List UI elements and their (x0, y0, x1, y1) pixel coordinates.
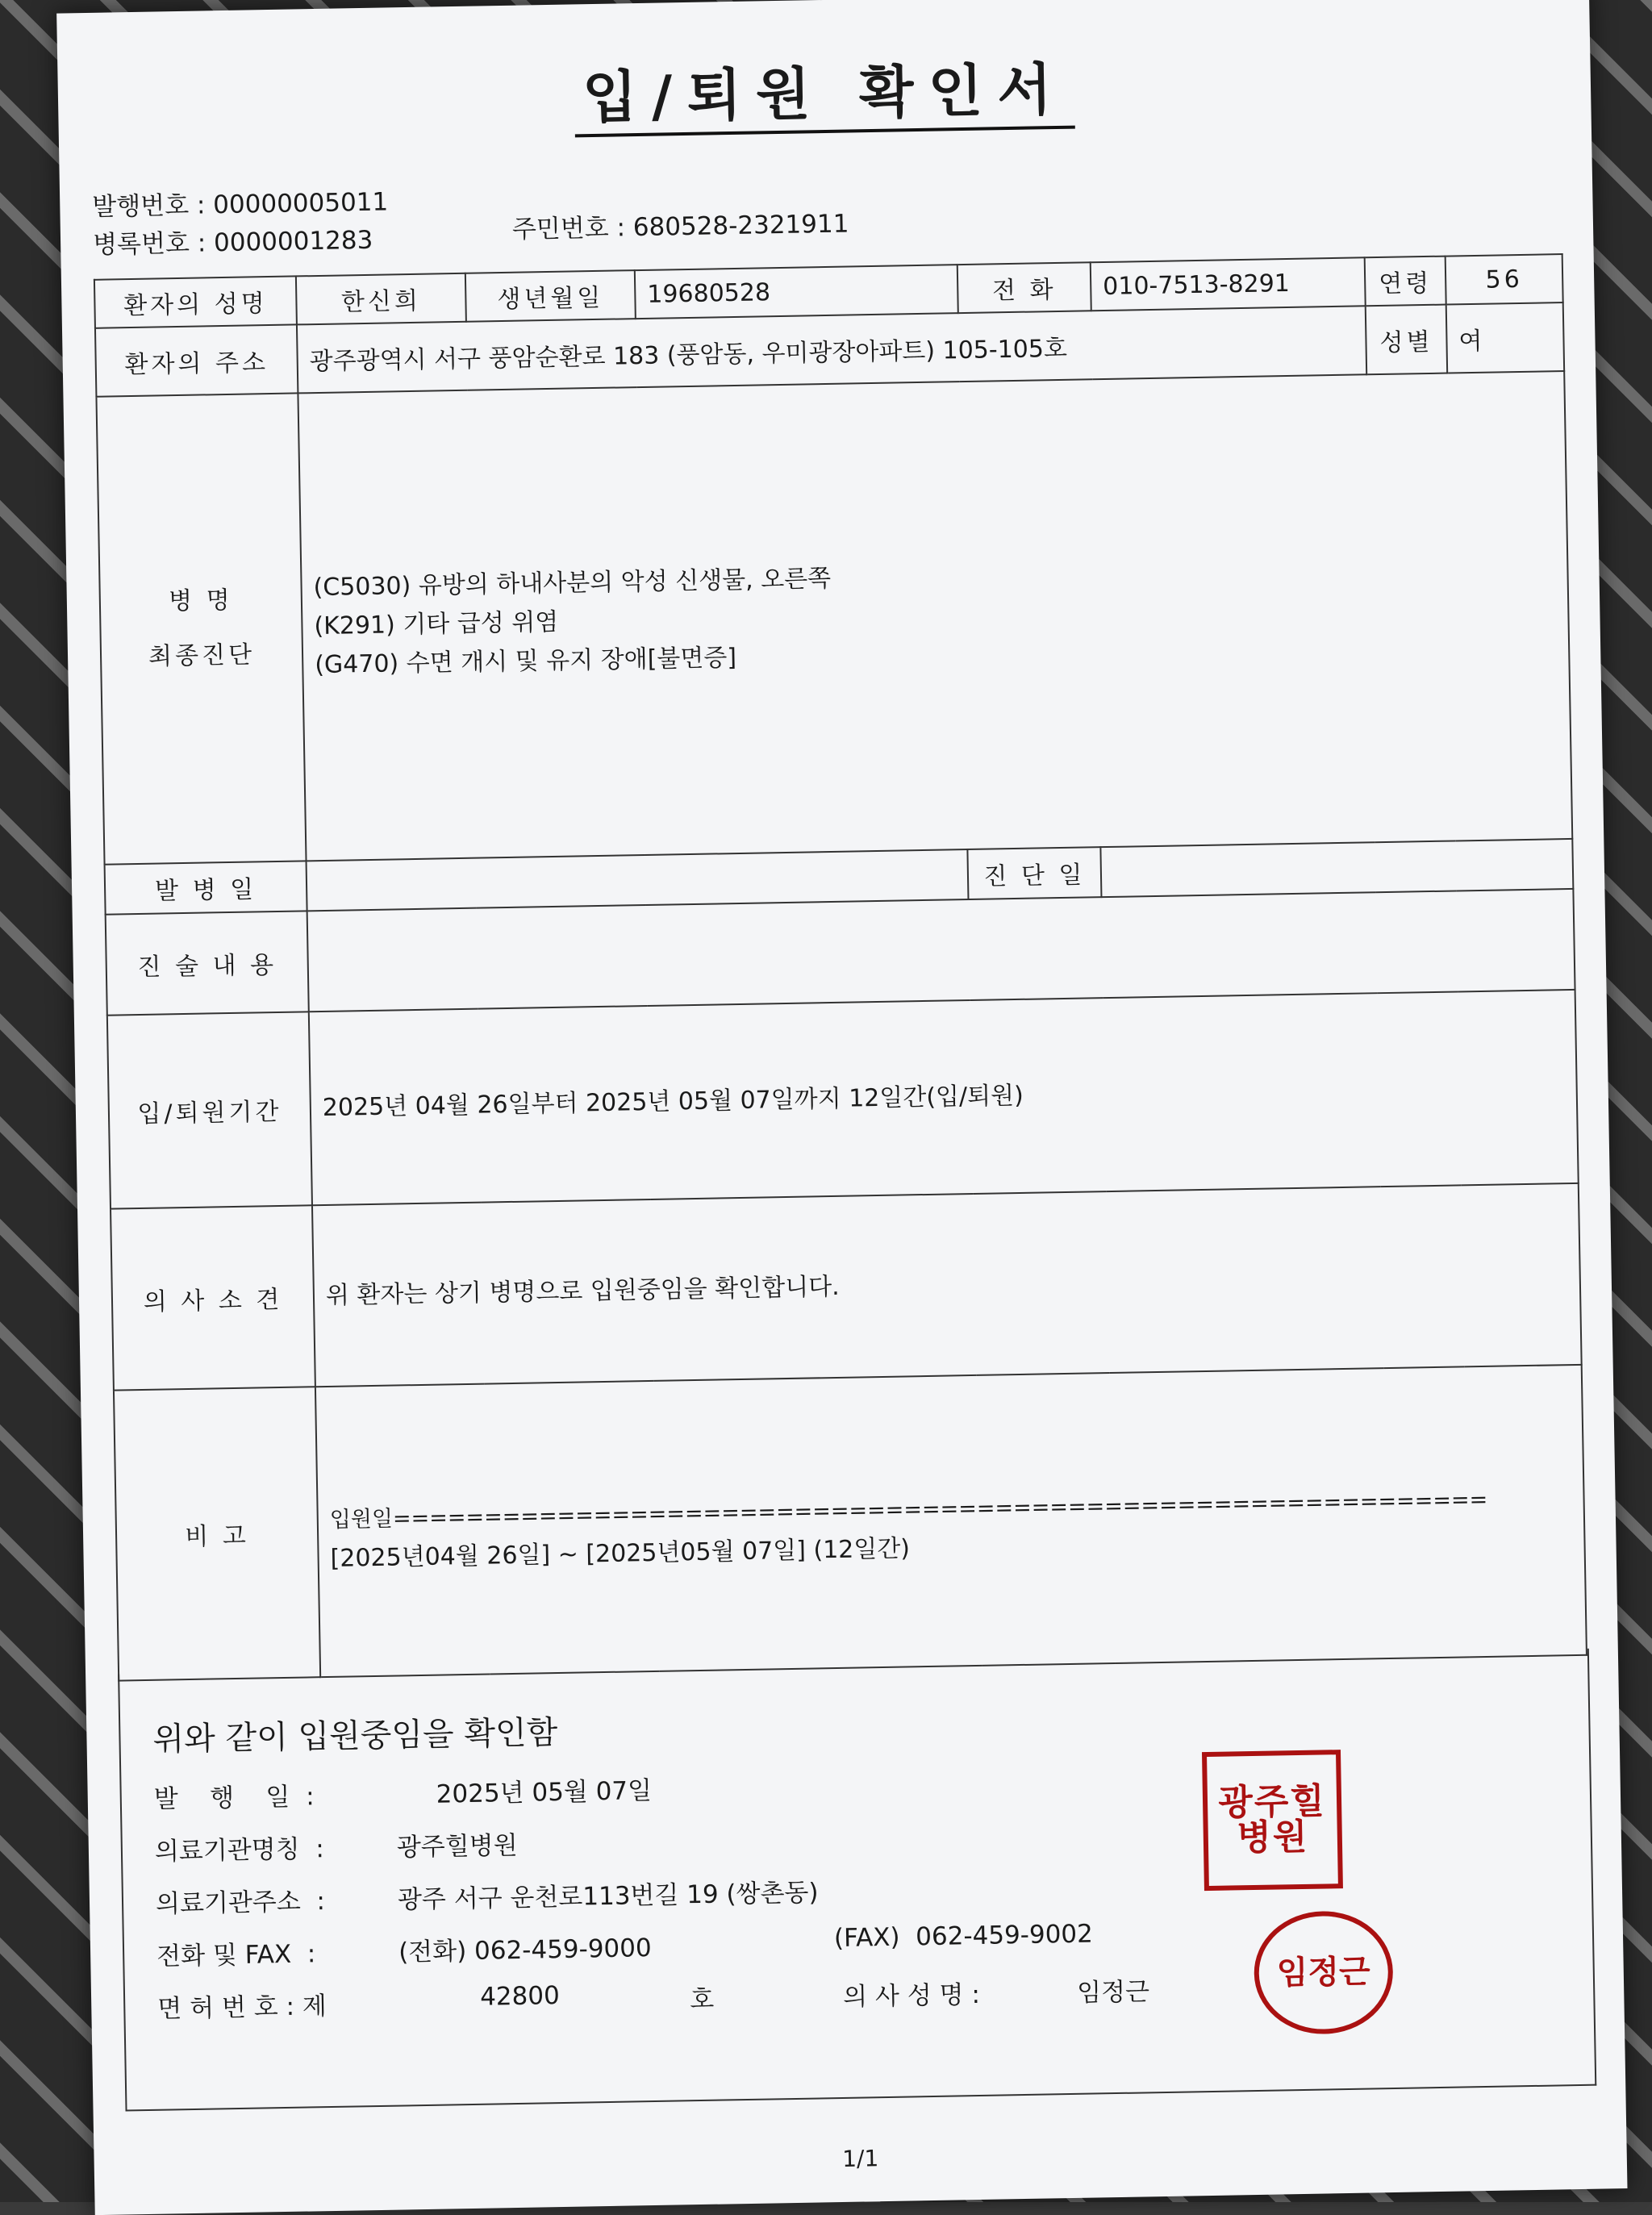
page-number: 1/1 (841, 2145, 879, 2172)
gender-label: 성별 (1366, 305, 1447, 375)
document-page (56, 0, 1627, 2215)
birth-label: 생년월일 (465, 270, 636, 322)
issue-date-value: 2025년 05월 07일 (436, 1776, 653, 1809)
document-title-text: 입/퇴원 확인서 (574, 56, 1075, 138)
institution-address-value: 광주 서구 운천로113번길 19 (쌍촌동) (397, 1878, 819, 1915)
remarks-line: [2025년04월 26일] ~ [2025년05월 07일] (12일간) (330, 1534, 911, 1573)
institution-address-label: 의료기관주소 : (155, 1887, 326, 1919)
institution-name-label: 의료기관명칭 : (154, 1834, 325, 1867)
age-value: 56 (1446, 254, 1563, 305)
name-label: 환자의 성명 (94, 276, 297, 327)
period-value (309, 990, 1579, 1205)
address-value: 광주광역시 서구 풍암순환로 183 (풍암동, 우미광장아파트) 105-105호 (297, 306, 1366, 393)
opinion-value (312, 1183, 1582, 1387)
address-label: 환자의 주소 (95, 324, 298, 396)
institution-fax: (FAX) 062-459-9002 (833, 1919, 1094, 1954)
phone-label: 전 화 (957, 262, 1091, 313)
doctor-label: 의 사 성 명 : (842, 1979, 981, 2012)
diagnosis-item: (G470) 수면 개시 및 유지 장애[불면증] (314, 643, 737, 680)
patient-form-table (94, 253, 1587, 1682)
license-label: 면 허 번 호 : 제 (157, 1992, 327, 2024)
remarks-label: 비 고 (114, 1387, 320, 1680)
diagnosis-item: (C5030) 유방의 하내사분의 악성 신생물, 오른쪽 (313, 564, 832, 603)
diagnosis-item: (K291) 기타 급성 위염 (314, 607, 559, 641)
diagnosis-label (96, 393, 306, 864)
gender-value: 여 (1446, 302, 1564, 373)
confirm-text: 위와 같이 입원중임을 확인함 (152, 1714, 558, 1758)
document-title (57, 35, 1591, 143)
onset-label: 발 병 일 (105, 861, 307, 914)
opinion-label: 의 사 소 견 (111, 1205, 315, 1390)
diagnosis-date-label: 진 단 일 (967, 847, 1101, 899)
issue-number: 발행번호 : 00000005011 (92, 187, 389, 222)
diagnosis-label-line1: 병 명 (168, 586, 233, 616)
opinion-text: 위 환자는 상기 병명으로 입원중임을 확인합니다. (325, 1272, 840, 1310)
birth-value: 19680528 (635, 265, 958, 319)
issue-date-label: 발 행 일 : (153, 1782, 315, 1814)
name-value: 한신희 (296, 273, 466, 325)
hospital-seal-stamp: 광주힐병원 (1202, 1750, 1343, 1891)
phone-fax-label: 전화 및 FAX : (156, 1939, 316, 1971)
diagnosis-list (298, 371, 1572, 861)
resident-number: 주민번호 : 680528-2321911 (511, 209, 849, 244)
doctor-seal-stamp: 임정근 (1253, 1910, 1394, 2035)
institution-phone: (전화) 062-459-9000 (398, 1933, 652, 1967)
institution-name-value: 광주힐병원 (396, 1830, 518, 1863)
statement-label: 진 술 내 용 (106, 911, 309, 1015)
record-number: 병록번호 : 0000001283 (92, 225, 373, 260)
period-text: 2025년 04월 26일부터 2025년 05월 07일까지 12일간(입/퇴원) (322, 1081, 1024, 1123)
diagnosis-date-value (1100, 839, 1573, 897)
age-label: 연령 (1365, 257, 1446, 307)
phone-value: 010-7513-8291 (1091, 257, 1366, 311)
period-label: 입/퇴원기간 (107, 1012, 312, 1208)
diagnosis-label-line2: 최종진단 (148, 640, 256, 671)
doctor-name: 임정근 (1076, 1977, 1150, 2008)
license-number: 42800 (479, 1981, 561, 2012)
remarks-value (315, 1365, 1587, 1677)
confirmation-footer (118, 1649, 1596, 2112)
license-suffix: 호 (689, 1984, 715, 2015)
remarks-line: 입원일============================================================ (329, 1487, 1488, 1533)
